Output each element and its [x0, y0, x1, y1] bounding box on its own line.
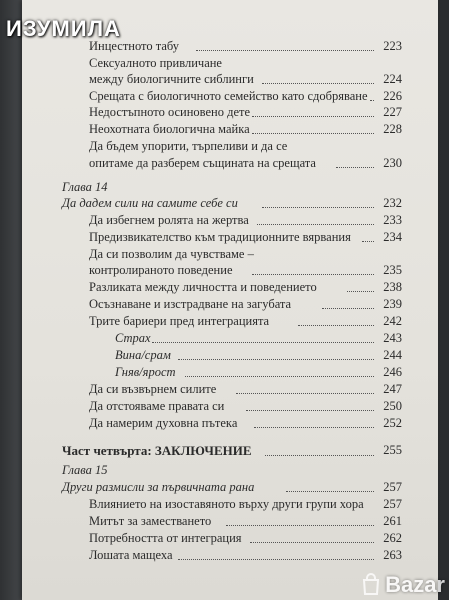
toc-page-number: 246 [383, 365, 402, 379]
toc-entry-text: Митът за заместването [89, 514, 212, 528]
toc-entry-text: Да си възвърнем силите [89, 382, 217, 396]
toc-page-number: 244 [383, 348, 402, 362]
bazar-logo [360, 572, 445, 598]
toc-page-number: 234 [383, 230, 402, 244]
toc-entry-text: Да бъдем упорити, търпеливи и да се [89, 139, 288, 153]
toc-page-number: 252 [383, 416, 402, 430]
toc-entry-text: контролираното поведение [89, 263, 233, 277]
toc-subentry-text: Страх [115, 331, 151, 345]
toc-entry-text: Сексуалното привличане [89, 56, 222, 70]
toc-entry-text: Да избегнем ролята на жертва [89, 213, 249, 227]
toc-leader [178, 559, 374, 560]
toc-leader [254, 427, 374, 428]
toc-leader [336, 167, 374, 168]
toc-leader [252, 274, 374, 275]
toc-page-number: 247 [383, 382, 402, 396]
toc-entry-text: Разликата между личността и поведението [89, 280, 317, 294]
toc-page-number: 238 [383, 280, 402, 294]
toc-leader [236, 393, 374, 394]
toc-leader [152, 342, 374, 343]
toc-entry-text: Да отстояваме правата си [89, 399, 225, 413]
toc-entry-text: Неохотната биологична майка [89, 122, 250, 136]
toc-page-number: 257 [383, 480, 402, 494]
toc-entry-text: Влиянието на изоставяното върху други групи хора [89, 497, 364, 511]
toc-leader [252, 133, 374, 134]
toc-entry-text: Предизвикателство към традиционните вярвания [89, 230, 351, 244]
toc-leader [178, 359, 374, 360]
toc-page-number: 262 [383, 531, 402, 545]
toc-entry-text: Срещата с биологичното семейство като сдобряване [89, 89, 368, 103]
toc-leader [298, 325, 374, 326]
toc-entry-text: Трите бариери пред интеграцията [89, 314, 270, 328]
part-title: Част четвърта: ЗАКЛЮЧЕНИЕ [62, 443, 252, 458]
toc-entry-text: Да намерим духовна пътека [89, 416, 238, 430]
toc-entry-text: Лошата мащеха [89, 548, 173, 562]
shopping-bag-icon [360, 572, 382, 596]
toc-page-number: 242 [383, 314, 402, 328]
chapter-title: Да дадем сили на самите себе си [62, 196, 238, 210]
toc-page-number: 227 [383, 105, 402, 119]
toc-page-number: 223 [383, 39, 402, 53]
toc-page-number: 224 [383, 72, 402, 86]
logo-text: Bazar [385, 572, 445, 597]
chapter-label: Глава 15 [62, 463, 108, 477]
toc-entry-text: Потребността от интеграция [89, 531, 242, 545]
toc-entry-text: между биологичните сиблинги [89, 72, 254, 86]
toc-leader [262, 207, 374, 208]
toc-page-number: 239 [383, 297, 402, 311]
toc-leader [286, 491, 374, 492]
toc-page-number: 226 [383, 89, 402, 103]
toc-leader [262, 83, 374, 84]
toc-leader [322, 308, 374, 309]
chapter-title: Други размисли за първичната рана [62, 480, 255, 494]
toc-page-number: 230 [383, 156, 402, 170]
toc-page-number: 250 [383, 399, 402, 413]
toc-entry-text: Недостъпното осиновено дете [89, 105, 251, 119]
chapter-label: Глава 14 [62, 180, 108, 194]
toc-entry-text: Инцестното табу [89, 39, 180, 53]
toc-subentry-text: Гняв/ярост [115, 365, 176, 379]
toc-leader [347, 291, 374, 292]
toc-leader [252, 116, 374, 117]
toc-entry-text: Да си позволим да чувстваме – [89, 247, 254, 261]
toc-page-number: 255 [383, 443, 402, 457]
toc-leader [250, 542, 374, 543]
toc-entry-text: опитаме да разберем същината на срещата [89, 156, 316, 170]
toc-page-number: 235 [383, 263, 402, 277]
toc-page-number: 257 [383, 497, 402, 511]
toc-page-number: 261 [383, 514, 402, 528]
toc-page-number: 233 [383, 213, 402, 227]
toc-entry-text: Осъзнаване и изстрадване на загубата [89, 297, 292, 311]
toc-leader [226, 525, 374, 526]
toc-leader [185, 376, 374, 377]
toc-page-number: 232 [383, 196, 402, 210]
toc-page-number: 228 [383, 122, 402, 136]
toc-leader [246, 410, 374, 411]
watermark-text: ИЗУМИЛА [6, 16, 121, 41]
toc-page-number: 243 [383, 331, 402, 345]
toc-leader [196, 50, 374, 51]
toc-subentry-text: Вина/срам [115, 348, 171, 362]
toc-leader [257, 224, 374, 225]
toc-leader [265, 455, 374, 456]
toc-page-number: 263 [383, 548, 402, 562]
